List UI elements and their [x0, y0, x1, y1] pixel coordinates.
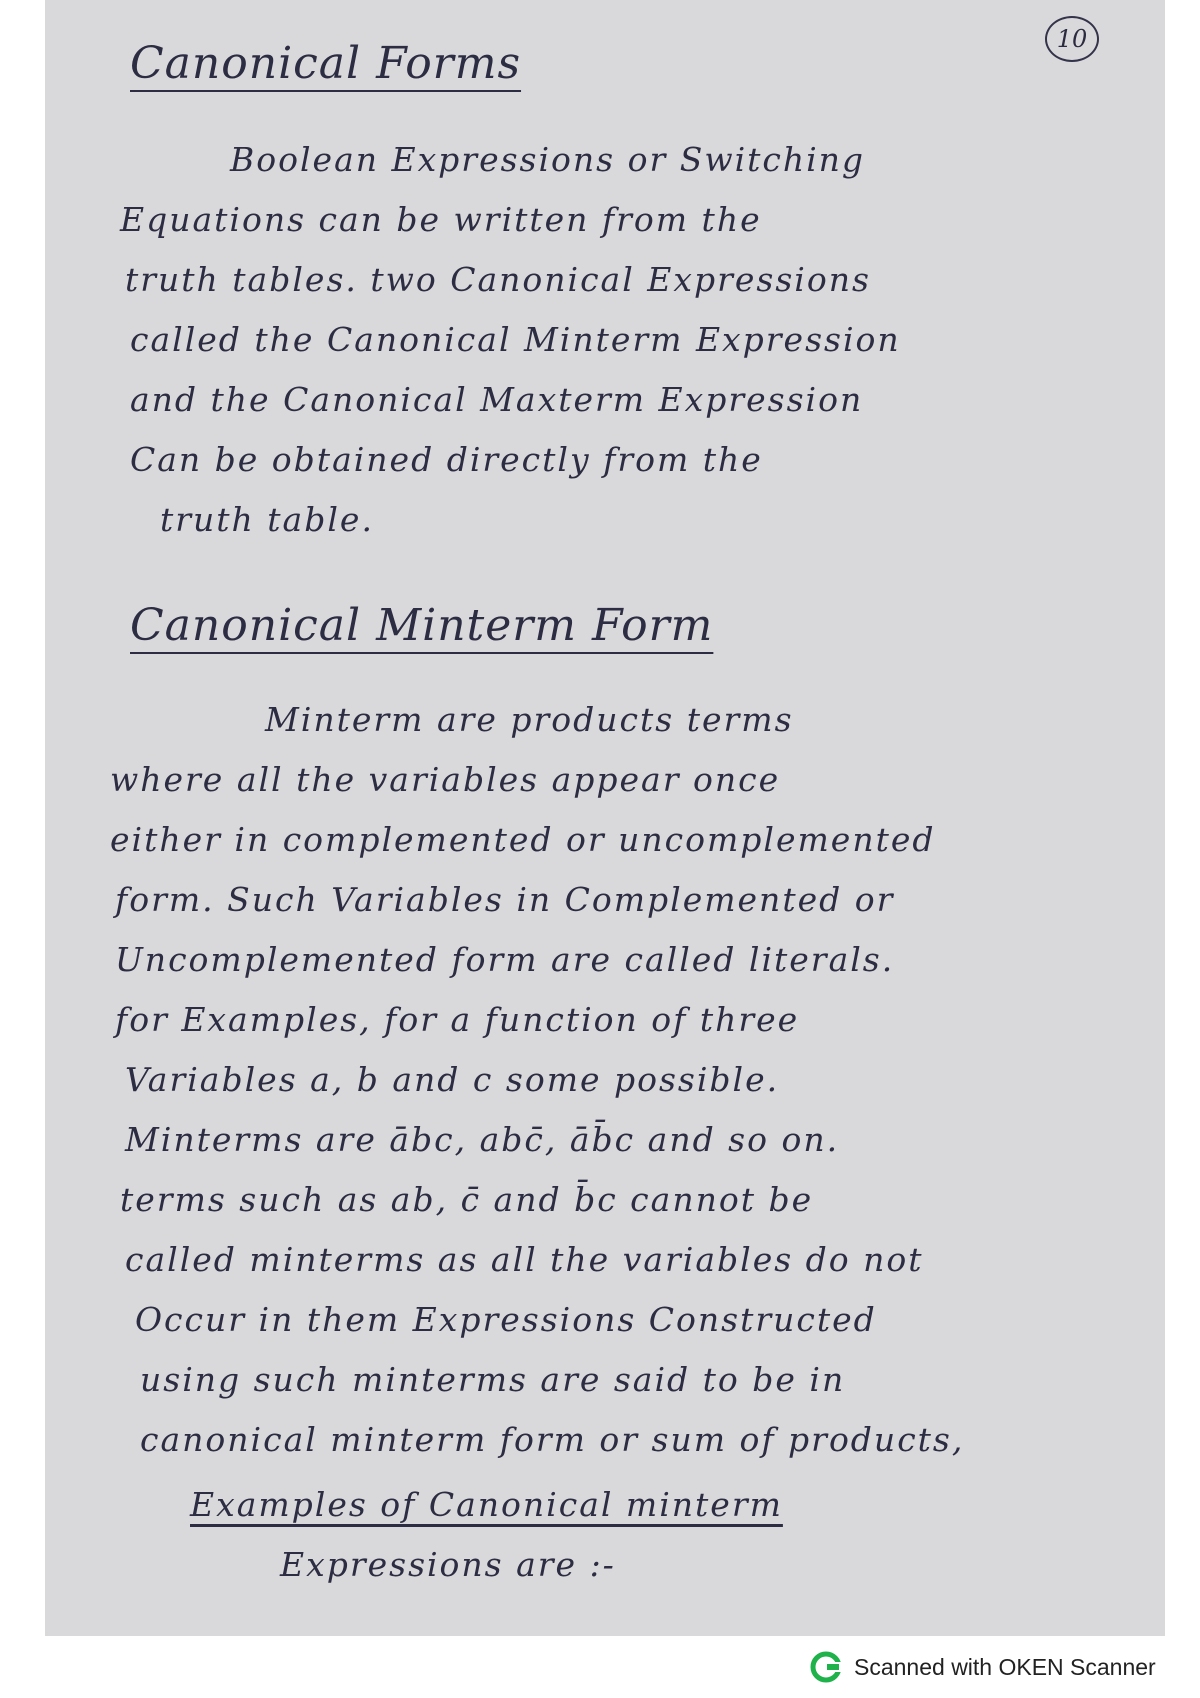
heading-canonical-minterm-form: Canonical Minterm Form: [130, 600, 714, 651]
paragraph-1-line-1: Boolean Expressions or Switching: [230, 140, 866, 179]
paragraph-2-line-11: Occur in them Expressions Constructed: [135, 1300, 877, 1339]
paragraph-2-line-4: form. Such Variables in Complemented or: [115, 880, 895, 919]
paragraph-2-line-2: where all the variables appear once: [110, 760, 781, 799]
paragraph-2-line-15: Expressions are :-: [280, 1545, 616, 1584]
scanner-watermark-text: Scanned with OKEN Scanner: [854, 1653, 1156, 1680]
paragraph-1-line-5: and the Canonical Maxterm Expression: [130, 380, 864, 419]
page-number: 10: [1045, 16, 1099, 62]
paragraph-2-line-9: terms such as ab, c̄ and b̄c cannot be: [120, 1180, 814, 1219]
paragraph-2-line-8: Minterms are ābc, abc̄, āb̄c and so on.: [125, 1120, 840, 1159]
heading-canonical-forms: Canonical Forms: [130, 38, 522, 89]
paragraph-1-line-4: called the Canonical Minterm Expression: [130, 320, 901, 359]
paragraph-2-line-3: either in complemented or uncomplemented: [110, 820, 936, 859]
paragraph-1-line-2: Equations can be written from the: [120, 200, 762, 239]
paragraph-1-line-6: Can be obtained directly from the: [130, 440, 763, 479]
paragraph-2-line-12: using such minterms are said to be in: [140, 1360, 846, 1399]
paragraph-2-line-1: Minterm are products terms: [265, 700, 794, 739]
paragraph-1-line-7: truth table.: [160, 500, 374, 539]
paragraph-2-line-5: Uncomplemented form are called literals.: [115, 940, 895, 979]
paragraph-2-line-14: Examples of Canonical minterm: [190, 1485, 783, 1524]
oken-scanner-icon: [810, 1650, 844, 1684]
paragraph-2-line-6: for Examples, for a function of three: [115, 1000, 800, 1039]
scanner-watermark: [810, 1650, 1156, 1684]
scanned-notebook-page: [45, 0, 1165, 1636]
paragraph-2-line-7: Variables a, b and c some possible.: [125, 1060, 780, 1099]
paragraph-1-line-3: truth tables. two Canonical Expressions: [125, 260, 871, 299]
paragraph-2-line-10: called minterms as all the variables do not: [125, 1240, 924, 1279]
paragraph-2-line-13: canonical minterm form or sum of products,: [140, 1420, 965, 1459]
